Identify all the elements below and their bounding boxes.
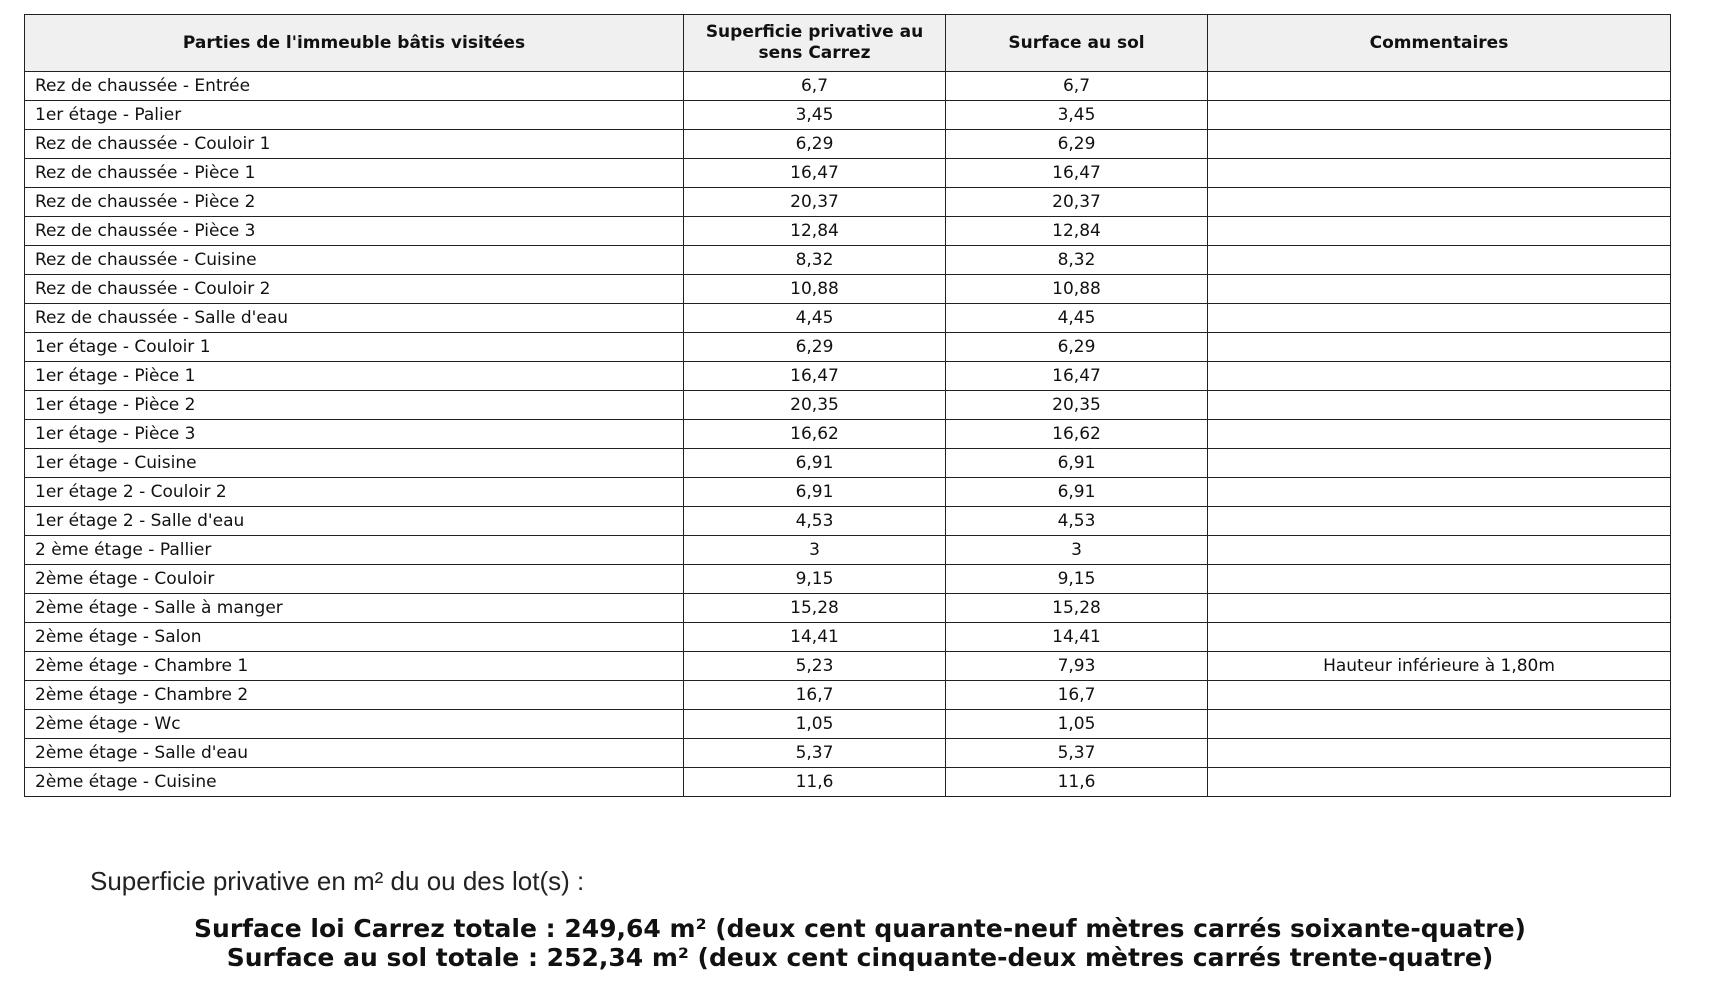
cell-comment bbox=[1208, 304, 1671, 333]
cell-sol: 8,32 bbox=[946, 246, 1208, 275]
cell-carrez: 5,23 bbox=[684, 652, 946, 681]
table-row bbox=[25, 739, 1671, 768]
table-row bbox=[25, 275, 1671, 304]
cell-sol: 9,15 bbox=[946, 565, 1208, 594]
cell-room: 1er étage - Pièce 2 bbox=[25, 391, 684, 420]
table-row bbox=[25, 623, 1671, 652]
table-row bbox=[25, 681, 1671, 710]
cell-comment bbox=[1208, 188, 1671, 217]
table-row bbox=[25, 72, 1671, 101]
cell-room: 2ème étage - Chambre 2 bbox=[25, 681, 684, 710]
header-comment: Commentaires bbox=[1208, 15, 1671, 72]
table-row bbox=[25, 420, 1671, 449]
cell-room: Rez de chaussée - Pièce 1 bbox=[25, 159, 684, 188]
cell-sol: 6,29 bbox=[946, 130, 1208, 159]
carrez-total: Surface loi Carrez totale : 249,64 m² (deux cent quarante-neuf mètres carrés soixante-quatre) bbox=[194, 914, 1526, 943]
cell-sol: 1,05 bbox=[946, 710, 1208, 739]
cell-room: 2ème étage - Wc bbox=[25, 710, 684, 739]
cell-carrez: 6,7 bbox=[684, 72, 946, 101]
cell-carrez: 5,37 bbox=[684, 739, 946, 768]
cell-comment bbox=[1208, 101, 1671, 130]
table-row bbox=[25, 130, 1671, 159]
cell-room: 2 ème étage - Pallier bbox=[25, 536, 684, 565]
cell-sol: 11,6 bbox=[946, 768, 1208, 797]
cell-room: Rez de chaussée - Pièce 2 bbox=[25, 188, 684, 217]
table-row bbox=[25, 246, 1671, 275]
cell-comment bbox=[1208, 362, 1671, 391]
cell-room: 2ème étage - Chambre 1 bbox=[25, 652, 684, 681]
cell-sol: 16,47 bbox=[946, 159, 1208, 188]
cell-carrez: 20,37 bbox=[684, 188, 946, 217]
table-row bbox=[25, 217, 1671, 246]
table-row bbox=[25, 391, 1671, 420]
header-sol: Surface au sol bbox=[946, 15, 1208, 72]
cell-sol: 15,28 bbox=[946, 594, 1208, 623]
table-row bbox=[25, 362, 1671, 391]
cell-sol: 3,45 bbox=[946, 101, 1208, 130]
cell-sol: 16,7 bbox=[946, 681, 1208, 710]
cell-carrez: 6,29 bbox=[684, 333, 946, 362]
cell-carrez: 10,88 bbox=[684, 275, 946, 304]
cell-sol: 4,45 bbox=[946, 304, 1208, 333]
summary-label: Superficie privative en m² du ou des lot(s) : bbox=[90, 866, 585, 896]
table-row bbox=[25, 449, 1671, 478]
cell-room: 2ème étage - Salle d'eau bbox=[25, 739, 684, 768]
cell-comment bbox=[1208, 739, 1671, 768]
table-row bbox=[25, 652, 1671, 681]
header-carrez: Superficie privative au sens Carrez bbox=[684, 15, 946, 72]
cell-room: 2ème étage - Salon bbox=[25, 623, 684, 652]
table-row bbox=[25, 536, 1671, 565]
cell-comment bbox=[1208, 391, 1671, 420]
cell-comment bbox=[1208, 536, 1671, 565]
cell-comment bbox=[1208, 333, 1671, 362]
cell-sol: 6,29 bbox=[946, 333, 1208, 362]
cell-room: 1er étage - Pièce 1 bbox=[25, 362, 684, 391]
cell-comment bbox=[1208, 710, 1671, 739]
cell-carrez: 16,47 bbox=[684, 362, 946, 391]
table-row bbox=[25, 101, 1671, 130]
sol-total: Surface au sol totale : 252,34 m² (deux cent cinquante-deux mètres carrés trente-quatre) bbox=[226, 943, 1494, 972]
table-row bbox=[25, 507, 1671, 536]
cell-room: 1er étage - Pièce 3 bbox=[25, 420, 684, 449]
cell-comment bbox=[1208, 478, 1671, 507]
table-row bbox=[25, 188, 1671, 217]
cell-room: Rez de chaussée - Cuisine bbox=[25, 246, 684, 275]
cell-room: 1er étage 2 - Salle d'eau bbox=[25, 507, 684, 536]
table-header-row bbox=[25, 15, 1671, 72]
cell-room: Rez de chaussée - Entrée bbox=[25, 72, 684, 101]
table-row bbox=[25, 333, 1671, 362]
cell-room: 2ème étage - Salle à manger bbox=[25, 594, 684, 623]
table-row bbox=[25, 768, 1671, 797]
cell-comment bbox=[1208, 594, 1671, 623]
table-body bbox=[25, 72, 1671, 797]
cell-room: Rez de chaussée - Couloir 1 bbox=[25, 130, 684, 159]
table-row bbox=[25, 594, 1671, 623]
cell-comment bbox=[1208, 565, 1671, 594]
cell-comment bbox=[1208, 275, 1671, 304]
cell-carrez: 16,7 bbox=[684, 681, 946, 710]
cell-comment bbox=[1208, 159, 1671, 188]
cell-comment bbox=[1208, 420, 1671, 449]
cell-carrez: 4,45 bbox=[684, 304, 946, 333]
cell-carrez: 11,6 bbox=[684, 768, 946, 797]
totals-block bbox=[0, 914, 1720, 972]
cell-carrez: 4,53 bbox=[684, 507, 946, 536]
cell-comment bbox=[1208, 72, 1671, 101]
surfaces-table bbox=[24, 14, 1671, 797]
cell-room: 2ème étage - Couloir bbox=[25, 565, 684, 594]
cell-room: 1er étage - Couloir 1 bbox=[25, 333, 684, 362]
table-row bbox=[25, 565, 1671, 594]
cell-carrez: 15,28 bbox=[684, 594, 946, 623]
cell-room: Rez de chaussée - Couloir 2 bbox=[25, 275, 684, 304]
cell-sol: 20,35 bbox=[946, 391, 1208, 420]
table-row bbox=[25, 710, 1671, 739]
cell-sol: 10,88 bbox=[946, 275, 1208, 304]
table-row bbox=[25, 478, 1671, 507]
cell-room: Rez de chaussée - Salle d'eau bbox=[25, 304, 684, 333]
cell-room: 1er étage - Cuisine bbox=[25, 449, 684, 478]
cell-carrez: 3,45 bbox=[684, 101, 946, 130]
cell-room: 1er étage 2 - Couloir 2 bbox=[25, 478, 684, 507]
cell-carrez: 16,47 bbox=[684, 159, 946, 188]
cell-comment bbox=[1208, 507, 1671, 536]
cell-sol: 7,93 bbox=[946, 652, 1208, 681]
cell-carrez: 9,15 bbox=[684, 565, 946, 594]
cell-comment: Hauteur inférieure à 1,80m bbox=[1208, 652, 1671, 681]
cell-carrez: 16,62 bbox=[684, 420, 946, 449]
cell-comment bbox=[1208, 623, 1671, 652]
cell-sol: 20,37 bbox=[946, 188, 1208, 217]
cell-carrez: 20,35 bbox=[684, 391, 946, 420]
cell-comment bbox=[1208, 768, 1671, 797]
cell-carrez: 1,05 bbox=[684, 710, 946, 739]
cell-carrez: 14,41 bbox=[684, 623, 946, 652]
cell-sol: 16,62 bbox=[946, 420, 1208, 449]
cell-comment bbox=[1208, 449, 1671, 478]
table-row bbox=[25, 159, 1671, 188]
cell-room: 2ème étage - Cuisine bbox=[25, 768, 684, 797]
cell-sol: 5,37 bbox=[946, 739, 1208, 768]
cell-room: Rez de chaussée - Pièce 3 bbox=[25, 217, 684, 246]
cell-sol: 12,84 bbox=[946, 217, 1208, 246]
cell-comment bbox=[1208, 246, 1671, 275]
cell-carrez: 6,91 bbox=[684, 478, 946, 507]
cell-comment bbox=[1208, 217, 1671, 246]
cell-sol: 4,53 bbox=[946, 507, 1208, 536]
cell-carrez: 12,84 bbox=[684, 217, 946, 246]
cell-sol: 14,41 bbox=[946, 623, 1208, 652]
cell-carrez: 6,29 bbox=[684, 130, 946, 159]
cell-carrez: 3 bbox=[684, 536, 946, 565]
cell-room: 1er étage - Palier bbox=[25, 101, 684, 130]
cell-sol: 16,47 bbox=[946, 362, 1208, 391]
cell-carrez: 6,91 bbox=[684, 449, 946, 478]
cell-carrez: 8,32 bbox=[684, 246, 946, 275]
cell-comment bbox=[1208, 681, 1671, 710]
cell-sol: 6,91 bbox=[946, 449, 1208, 478]
cell-comment bbox=[1208, 130, 1671, 159]
cell-sol: 6,7 bbox=[946, 72, 1208, 101]
header-room: Parties de l'immeuble bâtis visitées bbox=[25, 15, 684, 72]
cell-sol: 3 bbox=[946, 536, 1208, 565]
cell-sol: 6,91 bbox=[946, 478, 1208, 507]
table-row bbox=[25, 304, 1671, 333]
